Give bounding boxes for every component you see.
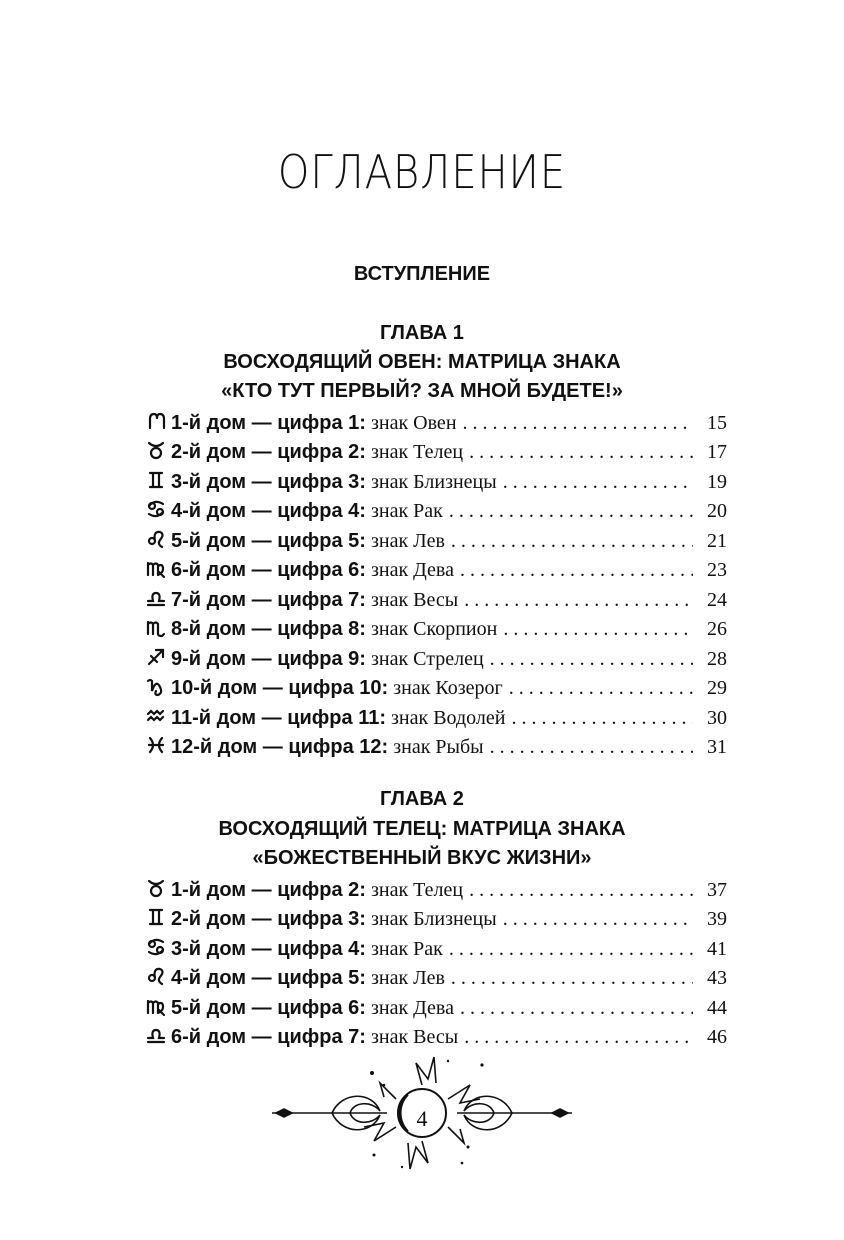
chapter-1-label[interactable]: ГЛАВА 1 (380, 322, 464, 344)
dot-leader (469, 441, 693, 464)
toc-entry-page: 20 (707, 500, 727, 522)
dot-leader (460, 559, 693, 582)
toc-entry-label (171, 879, 469, 902)
toc-entry-house: 10-й дом — цифра 10: (171, 677, 389, 699)
toc-entry-house: 5-й дом — цифра 6: (171, 996, 366, 1019)
dot-leader (503, 471, 693, 494)
toc-entry-house: 7-й дом — цифра 7: (171, 588, 366, 611)
page-number: 4 (416, 1106, 428, 1131)
toc-entry[interactable] (145, 931, 727, 961)
chapter-2-entries (145, 872, 727, 1049)
toc-entry-page: 37 (707, 878, 727, 901)
toc-entry-label (171, 648, 490, 671)
toc-entry[interactable] (145, 405, 727, 435)
toc-entry-label (171, 736, 490, 759)
virgo-icon (145, 557, 171, 579)
toc-entry-page: 46 (707, 1026, 727, 1048)
toc-entry-page: 26 (707, 618, 727, 640)
toc-entry-sign: знак Близнецы (370, 470, 497, 493)
leo-icon (145, 528, 171, 550)
dot-leader (503, 618, 693, 641)
dot-leader (463, 412, 693, 435)
toc-entry-house: 6-й дом — цифра 6: (171, 559, 366, 581)
toc-entry-house: 2-й дом — цифра 2: (171, 441, 366, 463)
dot-leader (460, 997, 693, 1020)
toc-entry-sign: знак Лев (370, 529, 445, 552)
toc-entry-page: 31 (707, 736, 727, 758)
toc-entry-page: 19 (707, 470, 727, 493)
toc-entry-house: 6-й дом — цифра 7: (171, 1026, 366, 1048)
chapter-2-motto[interactable]: «БОЖЕСТВЕННЫЙ ВКУС ЖИЗНИ» (252, 847, 592, 869)
toc-entry-sign: знак Скорпион (370, 618, 498, 640)
toc-entry-label (171, 559, 460, 582)
toc-entry-house: 5-й дом — цифра 5: (171, 529, 366, 552)
toc-entry-house: 12-й дом — цифра 12: (171, 736, 389, 758)
toc-entry-label (171, 412, 463, 435)
toc-entry[interactable] (145, 700, 727, 730)
toc-entry[interactable] (145, 872, 727, 902)
toc-entry-sign: знак Дева (370, 996, 454, 1019)
toc-entry-page: 41 (707, 937, 727, 960)
toc-entry-sign: знак Водолей (391, 706, 506, 729)
toc-entry-page: 30 (707, 706, 727, 729)
toc-entry-page: 24 (707, 588, 727, 611)
dot-leader (464, 589, 693, 612)
toc-entry[interactable] (145, 464, 727, 494)
chapter-1-entries (145, 405, 727, 759)
dot-leader (511, 707, 693, 730)
toc-entry[interactable] (145, 523, 727, 553)
toc-entry-house: 3-й дом — цифра 3: (171, 470, 366, 493)
toc-entry-label (171, 677, 509, 700)
toc-entry-sign: знак Рак (370, 500, 443, 522)
toc-entry-house: 3-й дом — цифра 4: (171, 937, 366, 960)
chapter-2-label[interactable]: ГЛАВА 2 (380, 788, 464, 810)
toc-entry-page: 28 (707, 647, 727, 670)
toc-entry-page: 39 (707, 908, 727, 930)
toc-entry-sign: знак Козерог (393, 677, 503, 699)
toc-entry[interactable] (145, 990, 727, 1020)
chapter-2-subtitle[interactable]: ВОСХОДЯЩИЙ ТЕЛЕЦ: МАТРИЦА ЗНАКА (218, 818, 626, 840)
toc-entry-sign: знак Весы (370, 588, 459, 611)
leo-icon (145, 965, 171, 987)
dot-leader (490, 736, 693, 759)
toc-entry[interactable] (145, 612, 727, 642)
toc-entry-sign: знак Лев (370, 967, 445, 989)
toc-entry-label (171, 530, 451, 553)
dot-leader (490, 648, 693, 671)
pisces-icon (145, 734, 171, 756)
toc-entry-sign: знак Рыбы (393, 736, 484, 758)
gemini-icon (145, 469, 171, 491)
toc-entry-label (171, 1026, 464, 1049)
page-title: ОГЛАВЛЕНИЕ (277, 146, 567, 200)
sagittarius-icon (145, 646, 171, 668)
toc-entry-sign: знак Близнецы (370, 908, 497, 930)
toc-entry-label (171, 997, 460, 1020)
chapter-1-motto[interactable]: «КТО ТУТ ПЕРВЫЙ? ЗА МНОЙ БУДЕТЕ!» (221, 380, 623, 402)
toc-entry-sign: знак Дева (370, 559, 454, 581)
toc-entry[interactable] (145, 582, 727, 612)
toc-entry-sign: знак Телец (370, 441, 464, 463)
chapter-1-subtitle[interactable]: ВОСХОДЯЩИЙ ОВЕН: МАТРИЦА ЗНАКА (223, 351, 621, 373)
toc-entry-house: 2-й дом — цифра 3: (171, 908, 366, 930)
dot-leader (464, 1026, 693, 1049)
toc-entry-house: 4-й дом — цифра 5: (171, 967, 366, 989)
aquarius-icon (145, 705, 171, 727)
toc-entry-sign: знак Рак (370, 937, 443, 960)
toc-entry-label (171, 908, 503, 931)
capricorn-icon (145, 675, 171, 697)
toc-entry-page: 44 (707, 996, 727, 1019)
toc-entry-label (171, 589, 464, 612)
toc-entry[interactable] (145, 494, 727, 524)
virgo-icon (145, 995, 171, 1017)
toc-entry-label (171, 967, 451, 990)
cancer-icon (145, 936, 171, 958)
toc-entry[interactable] (145, 961, 727, 991)
gemini-icon (145, 906, 171, 928)
toc-entry-label (171, 471, 503, 494)
scorpio-icon (145, 616, 171, 638)
toc-entry[interactable] (145, 902, 727, 932)
dot-leader (451, 967, 693, 990)
toc-entry[interactable] (145, 671, 727, 701)
toc-entry-sign: знак Телец (370, 878, 464, 901)
toc-entry-page: 29 (707, 677, 727, 699)
toc-entry-page: 43 (707, 967, 727, 989)
toc-entry-label (171, 938, 449, 961)
toc-entry-page: 23 (707, 559, 727, 581)
dot-leader (449, 500, 693, 523)
dot-leader (449, 938, 693, 961)
toc-entry-page: 15 (707, 411, 727, 434)
toc-entry-sign: знак Весы (370, 1026, 459, 1048)
libra-icon (145, 1024, 171, 1046)
toc-entry-page: 21 (707, 529, 727, 552)
taurus-icon (145, 439, 171, 461)
toc-entry-label (171, 500, 449, 523)
toc-entry-house: 4-й дом — цифра 4: (171, 500, 366, 522)
toc-entry[interactable] (145, 730, 727, 760)
toc-entry[interactable] (145, 435, 727, 465)
intro-heading[interactable]: ВСТУПЛЕНИЕ (353, 263, 491, 285)
toc-entry[interactable] (145, 641, 727, 671)
toc-entry-house: 11-й дом — цифра 11: (171, 706, 386, 729)
toc-entry-house: 9-й дом — цифра 9: (171, 647, 366, 670)
dot-leader (509, 677, 693, 700)
toc-entry-label (171, 618, 503, 641)
toc-entry-sign: знак Стрелец (370, 647, 484, 670)
dot-leader (451, 530, 693, 553)
toc-entry-sign: знак Овен (370, 411, 457, 434)
toc-entry[interactable] (145, 1020, 727, 1050)
libra-icon (145, 587, 171, 609)
dot-leader (469, 879, 693, 902)
toc-entry[interactable] (145, 553, 727, 583)
aries-icon (145, 410, 171, 432)
dot-leader (503, 908, 693, 931)
toc-entry-label (171, 707, 511, 730)
toc-entry-label (171, 441, 469, 464)
toc-entry-house: 1-й дом — цифра 2: (171, 878, 366, 901)
toc-entry-house: 1-й дом — цифра 1: (171, 411, 366, 434)
toc-entry-page: 17 (707, 441, 727, 463)
toc-entry-house: 8-й дом — цифра 8: (171, 618, 366, 640)
taurus-icon (145, 877, 171, 899)
cancer-icon (145, 498, 171, 520)
